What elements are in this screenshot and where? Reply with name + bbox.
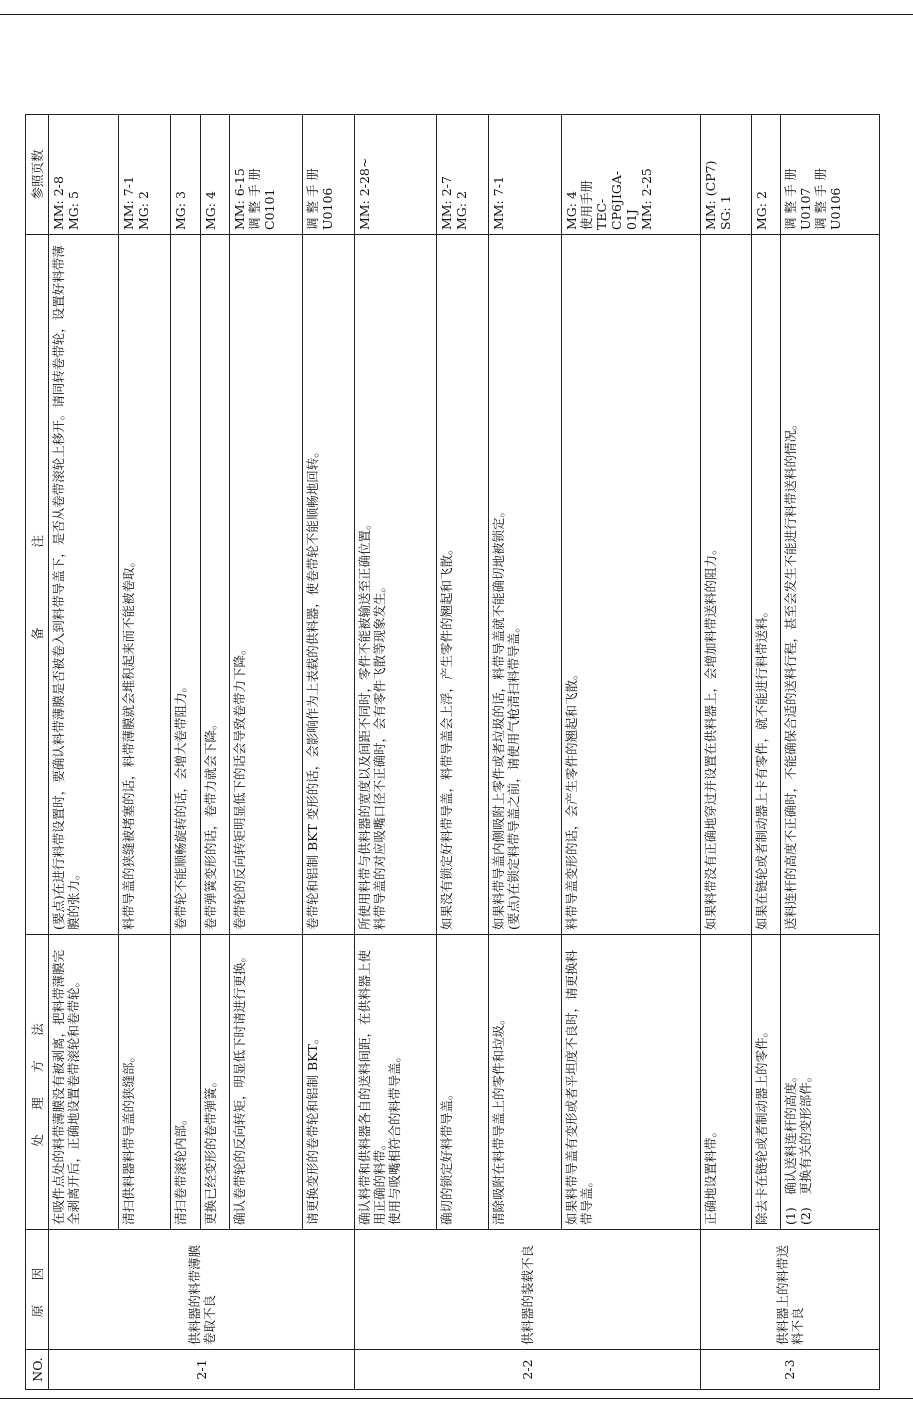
- method-cell: 在吸件点处的料带薄膜没有被剥离，把料带薄膜完全剥离开后，正确地设置卷带滚轮和卷带轮。: [49, 935, 119, 1230]
- note-cell: 卷带轮和铝制 BKT 变形的话，会影响作为上表载的供料器，使卷带轮不能顺畅地回转。: [302, 235, 354, 935]
- header-ref: 参照页数: [26, 115, 49, 235]
- method-cell: 除去卡在链轮或者制动器上的零件。: [751, 935, 780, 1230]
- table-row: [302, 115, 354, 1390]
- note-cell: 如果在链轮或者制动器上卡有零件，就不能进行料带送料。: [751, 235, 780, 935]
- table-row: [562, 115, 701, 1390]
- cause-cell: 供料器的料带薄膜卷取不良: [49, 1230, 355, 1350]
- table-row: [489, 115, 562, 1390]
- note-cell: 料带导盖的狭缝被堵塞的话，料带薄膜就会堆积起来而不能被卷取。: [118, 235, 170, 935]
- method-cell: 确认卷带轮的反向转矩，明显低下时请进行更换。: [229, 935, 302, 1230]
- ref-cell: 调 整 手 册 U0106: [302, 115, 354, 235]
- header-row: [26, 115, 49, 1390]
- cause-cell: 供料器上的料带送料不良: [700, 1230, 879, 1350]
- ref-cell: MG: 2: [751, 115, 780, 235]
- note-cell: 如果没有锁定好料带导盖，料带导盖会上浮，产生零件的翘起和飞散。: [436, 235, 488, 935]
- ref-cell: MG: 4: [200, 115, 229, 235]
- note-cell: 卷带轮的反向转矩明显低下的话会导致卷带力下降。: [229, 235, 302, 935]
- ref-cell: MM: 2-7 MG: 2: [436, 115, 488, 235]
- table-row: [200, 115, 229, 1390]
- note-cell: 如果料带没有正确地穿过并设置在供料器上，会增加料带送料的阻力。: [700, 235, 751, 935]
- table-row: [700, 115, 751, 1390]
- table-row: [355, 115, 437, 1390]
- ref-cell: MM: 7-1: [489, 115, 562, 235]
- row-number: 2-2: [355, 1350, 701, 1390]
- ref-cell: MM: 6-15 调 整 手 册 C0101: [229, 115, 302, 235]
- bottom-rule: [0, 1398, 913, 1399]
- method-cell: 清扫卷带滚轮内部。: [171, 935, 200, 1230]
- row-number: 2-3: [700, 1350, 879, 1390]
- method-cell: 清扫供料器料带导盖的狭缝部。: [118, 935, 170, 1230]
- troubleshooting-table: [25, 114, 880, 1390]
- note-cell: 卷带弹簧变形的话，卷带力就会下降。: [200, 235, 229, 935]
- cause-cell: 供料器的装载不良: [355, 1230, 701, 1350]
- table-row: [436, 115, 488, 1390]
- note-cell: 卷带轮不能顺畅旋转的话，会增大卷带阻力。: [171, 235, 200, 935]
- table-row: [229, 115, 302, 1390]
- table-row: [49, 115, 119, 1390]
- note-cell: 所使用料带与供料器的宽度以及间距不同时，零件不能被输送至正确位置。 料带导盖的对应吸嘴口径不正确时，会有零件飞散等现象发生。: [355, 235, 437, 935]
- table-row: [751, 115, 780, 1390]
- method-cell: 确切的锁定好料带导盖。: [436, 935, 488, 1230]
- note-cell: 料带导盖变形的话，会产生零件的翘起和飞散。: [562, 235, 701, 935]
- table-body: [49, 115, 880, 1390]
- top-rule: [0, 14, 913, 15]
- row-number: 2-1: [49, 1350, 355, 1390]
- table-row: [780, 115, 879, 1390]
- table-row: [171, 115, 200, 1390]
- header-note: 备 注: [26, 235, 49, 935]
- header-no: NO.: [26, 1350, 49, 1390]
- ref-cell: MM: 2-8 MG: 5: [49, 115, 119, 235]
- note-cell: (要点)在进行料带设置时，要确认料带薄膜是否被卷入到料带导盖下，是否从卷带滚轮上移开。请同转卷带轮，设置好料带薄膜的张力。: [49, 235, 119, 935]
- header-method: 处 理 方 法: [26, 935, 49, 1230]
- ref-cell: MM: 2-28~: [355, 115, 437, 235]
- ref-cell: 调 整 手 册 U0107 调 整 手 册 U0106: [780, 115, 879, 235]
- note-cell: 送料连杆的高度不正确时，不能确保合适的送料行程，甚至会发生不能进行料带送料的情况。: [780, 235, 879, 935]
- method-cell: 正确地设置料带。: [700, 935, 751, 1230]
- method-cell: 如果料带导盖有变形或者平坦度不良时，请更换料带导盖。: [562, 935, 701, 1230]
- ref-cell: MG: 4 使用手册 TEC- CP6JIGA- 01J MM: 2-25: [562, 115, 701, 235]
- method-cell: 请更换变形的卷带轮和铝制 BKT。: [302, 935, 354, 1230]
- rotated-table-container: [25, 115, 880, 1390]
- method-cell: 清除吸附在料带导盖上的零件和垃圾。: [489, 935, 562, 1230]
- ref-cell: MG: 3: [171, 115, 200, 235]
- ref-cell: MM: 7-1 MG: 2: [118, 115, 170, 235]
- method-cell: (1) 确认送料连杆的高度。 (2) 更换有关的变形部件。: [780, 935, 879, 1230]
- method-cell: 更换已经变形的卷带弹簧。: [200, 935, 229, 1230]
- header-cause: 原 因: [26, 1230, 49, 1350]
- method-cell: 确认料带和供料器各自的送料间距，在供料器上使用正确的料带。 使用与吸嘴相符合的料带导盖。: [355, 935, 437, 1230]
- ref-cell: MM: (CP7) SG: 1: [700, 115, 751, 235]
- note-cell: 如果料带导盖内侧吸附上零件或者垃圾的话，料带导盖就不能确切地被锁定。 (要点)在锁定料带导盖之前，请使用气枪清扫料带导盖。: [489, 235, 562, 935]
- table-row: [118, 115, 170, 1390]
